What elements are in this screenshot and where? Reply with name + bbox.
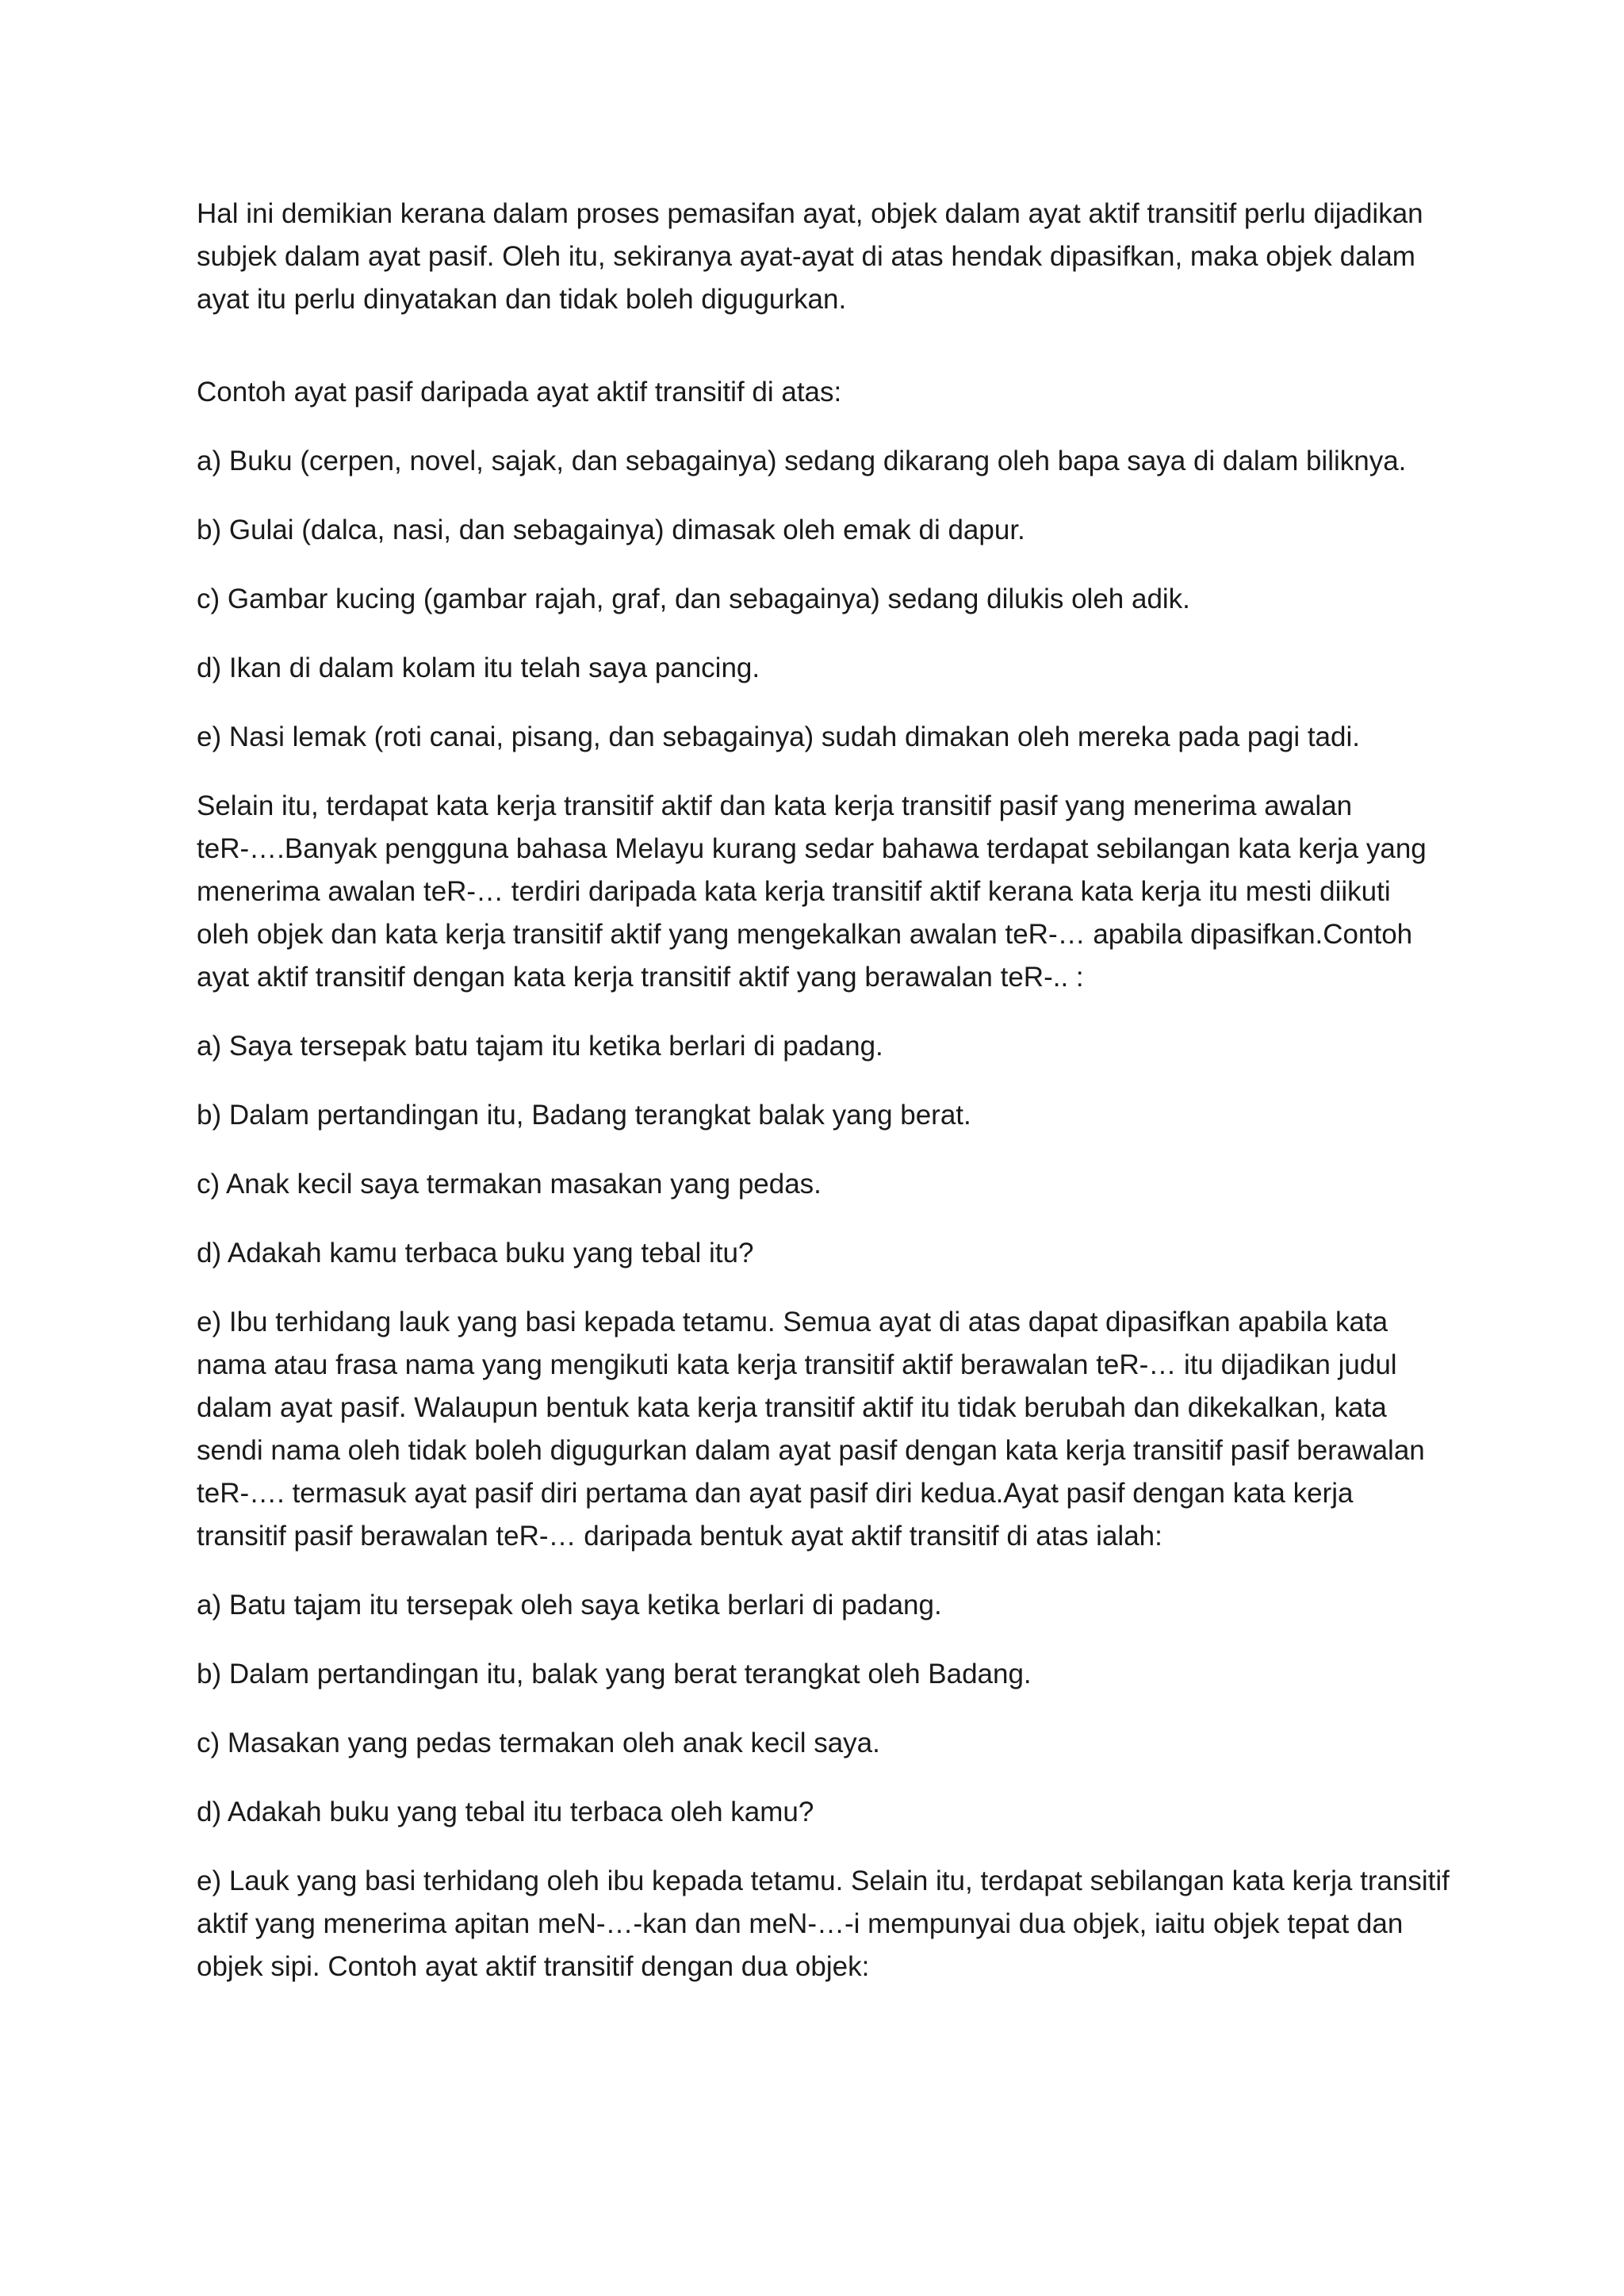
- example-active-ter-b: b) Dalam pertandingan itu, Badang terangkat balak yang berat.: [197, 1100, 971, 1131]
- example-active-ter-c: c) Anak kecil saya termakan masakan yang pedas.: [197, 1169, 822, 1200]
- ter-prefix-paragraph: Selain itu, terdapat kata kerja transitif aktif dan kata kerja transitif pasif yang menerima awalan teR-….Banyak pengguna bahasa Melayu kurang sedar bahawa terdapat sebilangan kata kerja yang menerima awalan teR-… terdiri daripada kata kerja transitif aktif kerana kata kerja itu mesti diikuti oleh objek dan kata kerja transitif aktif yang mengekalkan awalan teR-… apabila dipasifkan.Contoh ayat aktif transitif dengan kata kerja transitif aktif yang berawalan teR-.. :: [197, 790, 1427, 993]
- passive-examples-heading: Contoh ayat pasif daripada ayat aktif transitif di atas:: [197, 377, 842, 408]
- example-active-ter-e-paragraph: e) Ibu terhidang lauk yang basi kepada tetamu. Semua ayat di atas dapat dipasifkan apabila kata nama atau frasa nama yang mengikuti kata kerja transitif aktif berawalan teR-… itu dijadikan judul dalam ayat pasif. Walaupun bentuk kata kerja transitif aktif itu tidak berubah dan dikekalkan, kata sendi nama oleh tidak boleh digugurkan dalam ayat pasif dengan kata kerja transitif pasif berawalan teR-…. termasuk ayat pasif diri pertama dan ayat pasif diri kedua.Ayat pasif dengan kata kerja transitif pasif berawalan teR-… daripada bentuk ayat aktif transitif di atas ialah:: [197, 1307, 1425, 1552]
- example-passive-ter-b: b) Dalam pertandingan itu, balak yang berat terangkat oleh Badang.: [197, 1659, 1032, 1689]
- example-passive-e: e) Nasi lemak (roti canai, pisang, dan sebagainya) sudah dimakan oleh mereka pada pagi tadi.: [197, 721, 1360, 752]
- document-page: [197, 193, 1450, 1988]
- example-passive-ter-e-paragraph: e) Lauk yang basi terhidang oleh ibu kepada tetamu. Selain itu, terdapat sebilangan kata kerja transitif aktif yang menerima apitan meN-…-kan dan meN-…-i mempunyai dua objek, iaitu objek tepat dan objek sipi. Contoh ayat aktif transitif dengan dua objek:: [197, 1866, 1450, 1982]
- example-passive-a: a) Buku (cerpen, novel, sajak, dan sebagainya) sedang dikarang oleh bapa saya di dalam biliknya.: [197, 446, 1407, 476]
- example-passive-b: b) Gulai (dalca, nasi, dan sebagainya) dimasak oleh emak di dapur.: [197, 515, 1025, 545]
- intro-paragraph: Hal ini demikian kerana dalam proses pemasifan ayat, objek dalam ayat aktif transitif perlu dijadikan subjek dalam ayat pasif. Oleh itu, sekiranya ayat-ayat di atas hendak dipasifkan, maka objek dalam ayat itu perlu dinyatakan dan tidak boleh digugurkan.: [197, 198, 1423, 315]
- example-active-ter-d: d) Adakah kamu terbaca buku yang tebal itu?: [197, 1238, 754, 1269]
- example-passive-d: d) Ikan di dalam kolam itu telah saya pancing.: [197, 652, 760, 683]
- example-passive-ter-c: c) Masakan yang pedas termakan oleh anak kecil saya.: [197, 1728, 880, 1758]
- example-active-ter-a: a) Saya tersepak batu tajam itu ketika berlari di padang.: [197, 1031, 883, 1062]
- example-passive-c: c) Gambar kucing (gambar rajah, graf, dan sebagainya) sedang dilukis oleh adik.: [197, 584, 1190, 614]
- example-passive-ter-d: d) Adakah buku yang tebal itu terbaca oleh kamu?: [197, 1797, 814, 1827]
- example-passive-ter-a: a) Batu tajam itu tersepak oleh saya ketika berlari di padang.: [197, 1590, 942, 1621]
